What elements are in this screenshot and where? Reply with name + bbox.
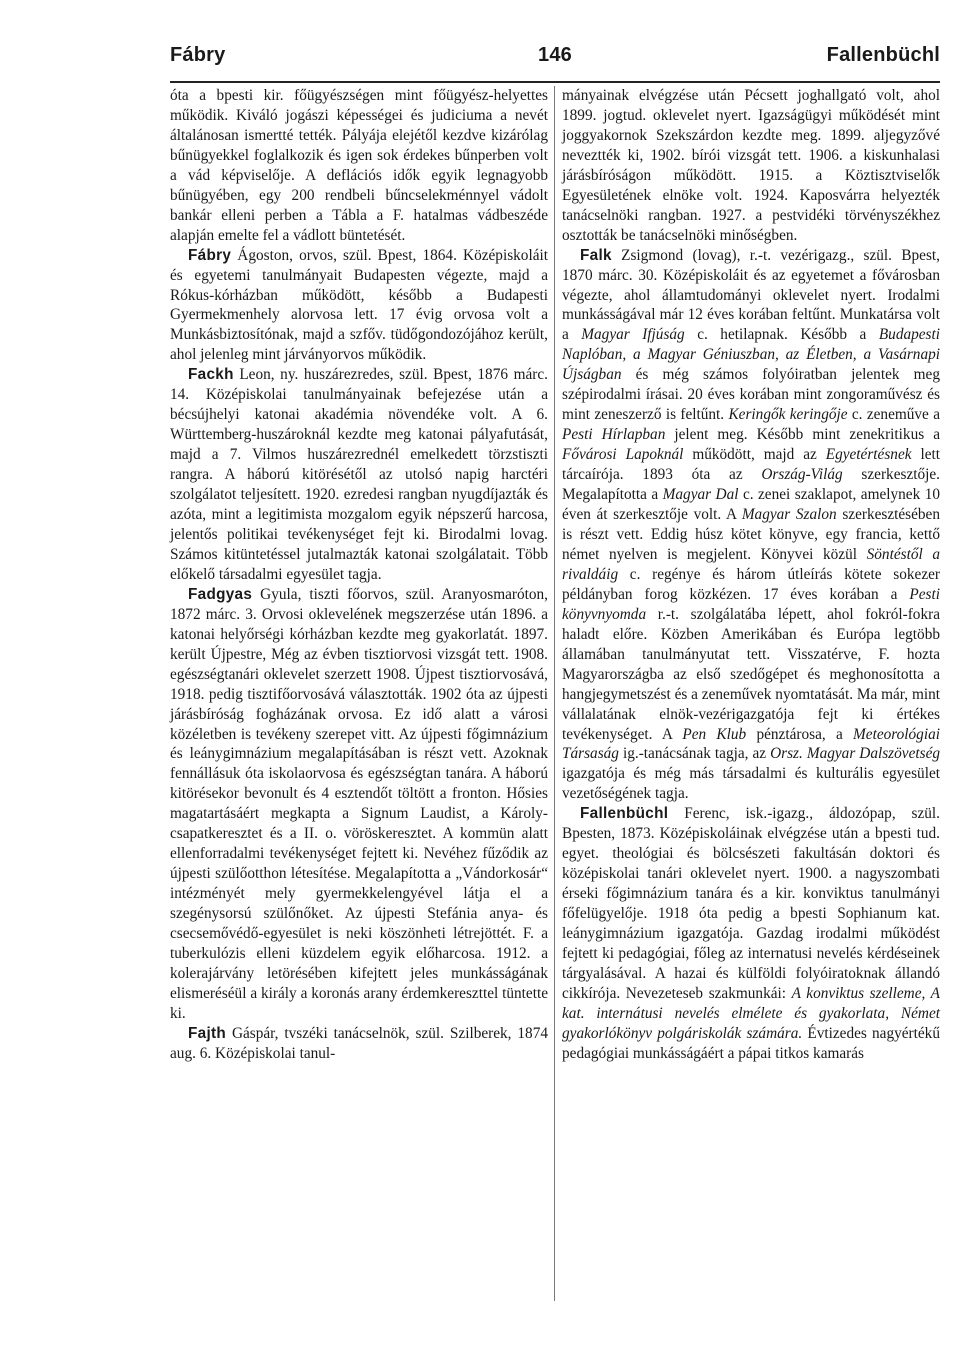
page-header [170, 44, 940, 74]
italic-title: Pen Klub [682, 725, 747, 743]
header-right-name: Fallenbüchl [826, 44, 940, 66]
column-divider [554, 86, 555, 1301]
italic-title: Orsz. Magyar Dalszövetség [770, 745, 941, 763]
header-left-name: Fábry [170, 44, 226, 66]
entry-fabry-agoston [170, 246, 548, 366]
italic-title: A konviktus szelleme, A kat. internátusi nevelés elmélete és gyakorlata, Német gyakorlókönyv polgáriskolák számára. [562, 984, 940, 1042]
entry-text: Gáspár, tvszéki tanácselnök, szül. Szilberek, 1874 aug. 6. Középiskolai tanul- [170, 1024, 548, 1062]
entry-text: igazgatója és még más társadalmi és kulturális egyesület vezetőségének tagja. [562, 765, 940, 803]
entry-text: Évtizedes nagyértékű pedagógiai munkásságáért a pápai titkos kamarás [562, 1024, 940, 1062]
entry-text: működött, majd az [683, 446, 826, 464]
entry-fackh-leon [170, 365, 548, 584]
italic-title: Magyar Ifjúság [581, 326, 685, 344]
entry-text: Ágoston, orvos, szül. Bpest, 1864. Középiskoláit és egyetemi tanulmányait Budapesten végezte, majd a Rókus-kórházban működött, később a Budapesti Gyermekmenhely alorvosa lett. 17 évig orvosa volt a Munkásbiztosítónak, majd a szfőv. tüdőgondozójához került, ahol jelenleg mint járványorvos működik. [170, 246, 548, 364]
entry-text: c. zenei szaklapot, amelynek 10 éven át szerkesztője volt. A [562, 486, 940, 524]
entry-text: r.-t. szolgálatába lépett, ahol fokról-fokra haladt előre. Közben Amerikában és Európa legtöbb államában tanulmányutat tett. Visszatérve, F. hozta Magyarországba az első szedőgépet és meghonosította a hangjegymetszést és a zeneművek nyomtatását. Ma már, mint vállalatának elnök-vezérigazgatója fejt ki értékes tevékenységet. A [562, 605, 940, 743]
entry-fajth-gaspar [170, 1024, 548, 1064]
right-column [562, 86, 940, 1064]
entry-text: c. hetilapnak. Később a [684, 326, 879, 344]
entry-text: c. zeneműve a [847, 406, 940, 424]
italic-title: Magyar Dal [662, 486, 739, 504]
continued-text: óta a bpesti kir. főügyészségen mint főügyész-helyettes működik. Kiváló jogászi képességei és judiciuma a nevét általánosan ismertté tették. Pályája elejétől kezdve kizárólag bűnügyekkel foglalkozik és igen sok érdekes bűnperben volt a vád képviselője. A deflációs idők egyik legnagyobb bűnügyében, egy 200 rendbeli bűncselekménnyel vádolt bankár elleni perben a Tábla a F. hatalmas vádbeszéde alapján emelte fel a vádlott büntetését. [170, 87, 548, 244]
entry-text: szerkesztésében is részt vett. Eddig húsz kötet könyve, egy francia, kettő német nyelven is megjelent. Könyvei közül [562, 506, 940, 563]
italic-title: Budapesti Naplóban, a Magyar Géniuszban, az Életben, a Vasárnapi Újságban [562, 326, 941, 384]
italic-title: Keringők keringője [728, 406, 848, 424]
left-column [170, 86, 548, 1064]
entry-text: szerkesztője. Megalapította a [562, 466, 940, 504]
entry-name: Fábry [188, 246, 232, 264]
italic-title: Meteorológiai Társaság [562, 725, 940, 763]
entry-text: pénztárosa, a [746, 725, 854, 743]
italic-title: Egyetértésnek [825, 446, 912, 464]
entry-text: lett tárcaírója. 1893 óta az [562, 446, 940, 484]
entry-text: c. regénye és három útleírás kötete sokezer példányban forog közkézen. 17 éves korában a [562, 565, 940, 603]
entry-text: Leon, ny. huszárezredes, szül. Bpest, 1876 márc. 14. Középiskolai tanulmányainak befejezése után a bécsújhelyi katonai akadémia növendéke volt. A 6. Württemberg-huszároknál kezdte meg katonai pályafutását, majd a 7. Vilmos huszárezrednél emelkedett törzstiszti rangra. A háború kitörésétől az utolsó napig harctéri szolgálatot teljesített. 1920. ezredesi rangban nyugdíjazták és azóta, mint a legitimista mozgalom egyik népszerű harcosa, jelentős politikai tevékenységet fejt ki. Birodalmi lovag. Számos kitüntetéssel jutalmazták katonai szolgálatait. Több előkelő társadalmi egyesület tagja. [170, 366, 548, 583]
entry-text: ig.-tanácsának tagja, az [618, 745, 771, 763]
italic-title: Pesti Hírlapban [562, 426, 666, 444]
header-rule [170, 81, 940, 83]
entry-text: Ferenc, isk.-igazg., áldozópap, szül. Bpesten, 1873. Középiskoláinak elvégzése után a bpesti tud. egyet. theológiai és bölcsészeti fakultásán doktori és középiskolai tanári oklevelet nyert. 1900. a nagyszombati érseki főgimnázium tanára és a kir. konviktus tanulmányi főfelügyelője. 1918 óta pedig a bpesti Sophianum kat. leánygimnázium igazgatója. Gazdag irodalmi működést fejtett ki pedagógiai, főleg az internatusi nevelés kérdéseinek tárgyalásával. A hazai és külföldi folyóiratoknak állandó cikkírója. Nevezeteseb szakmunkái: [562, 805, 940, 1002]
entry-text: Zsigmond (lovag), r.-t. vezérigazg., szül. Bpest, 1870 márc. 30. Középiskoláit és az egyetemet a fővárosban végezte, ahol államtudományi oklevelet nyert. Irodalmi munkásságával már 12 éves korában feltűnt. Munkatársa volt a [562, 246, 940, 344]
entry-fadgyas-gyula [170, 585, 548, 1024]
entry-name: Falk [580, 246, 612, 264]
continued-text: mányainak elvégzése után Pécsett joghallgató volt, ahol 1899. jogtud. oklevelet nyert. Igazságügyi működését mint joggyakornok Szekszárdon kezdte meg. 1899. aljegyzővé neveztték ki, 1902. bírói vizsgát tett. 1906. a kiskunhalasi járásbíróságon működött. 1915. a Köztisztviselők Egyesületének elnöke volt. 1924. Kaposvárra helyezték tanácselnöki rangban. 1927. a pestvidéki törvényszékhez osztották be tanácselnöki minőségben. [562, 87, 940, 244]
page-number: 146 [538, 44, 572, 66]
entry-text: Gyula, tiszti főorvos, szül. Aranyosmaróton, 1872 márc. 3. Orvosi oklevelének megszerzése után 1896. a katonai helyőrségi kórházban kezdte meg gyakorlatát. 1897. került Újpestre, Még az évben tisztiorvosi vizsgát tett. 1908. egészségtanári oklevelet szerzett 1908. Újpest tisztiorvosává, 1918. pedig tisztifőorvosává választották. 1902 óta az újpesti járásbíróság fogházának orvosa. Ez idő alatt a városi közéletben is tevékeny szerepet vitt. Az újpesti főgimnázium és leánygimnázium megalapításában is részt vett. Azoknak fennállásuk óta iskolaorvosa és egészségtan tanára. A háború kitörésekor bevonult és 4 esztendőt töltött a fronton. Hősies magatartásáért megkapta a Signum Laudist, a Károly-csapatkeresztet és a II. o. vöröskeresztet. A kommün alatt ellenforradalmi tevékenységet fejtett ki. Nevéhez fűződik az újpesti szülőotthon létesítése. Megalapította a „Vándorkosár“ intézményét mely gyermekkelengyével látja el a szegénysorsú szülőnőket. Az újpesti Stefánia anya- és csecsemővédő-egyesület is neki köszönheti létrejöttét. F. a tuberkulózis elleni küzdelem egyik előharcosa. 1912. a kolerajárvány letörésében kifejtett jeles munkásságának elismeréséül a király a koronás arany érdemkereszttel tüntette ki. [170, 585, 548, 1022]
entry-name: Fajth [188, 1024, 227, 1042]
italic-title: Fővárosi Lapoknál [562, 446, 684, 464]
entry-falk-zsigmond [562, 246, 940, 805]
italic-title: Söntéstől a rivaldáig [562, 545, 940, 583]
entry-name: Fadgyas [188, 585, 253, 603]
entry-name: Fackh [188, 366, 234, 384]
italic-title: Pesti könyvnyomda [562, 585, 940, 623]
entry-fallenbuchl-ferenc [562, 804, 940, 1063]
entry-name: Fallenbüchl [580, 805, 669, 823]
italic-title: Magyar Szalon [741, 506, 837, 524]
italic-title: Ország-Világ [761, 466, 843, 484]
entry-text: jelent meg. Később mint zenekritikus a [665, 426, 940, 444]
entry-text: és még számos folyóiratban jelentek meg szépirodalmi írásai. 20 éves korában mint zongoraművész és mint zeneszerző is feltűnt. [562, 366, 940, 424]
